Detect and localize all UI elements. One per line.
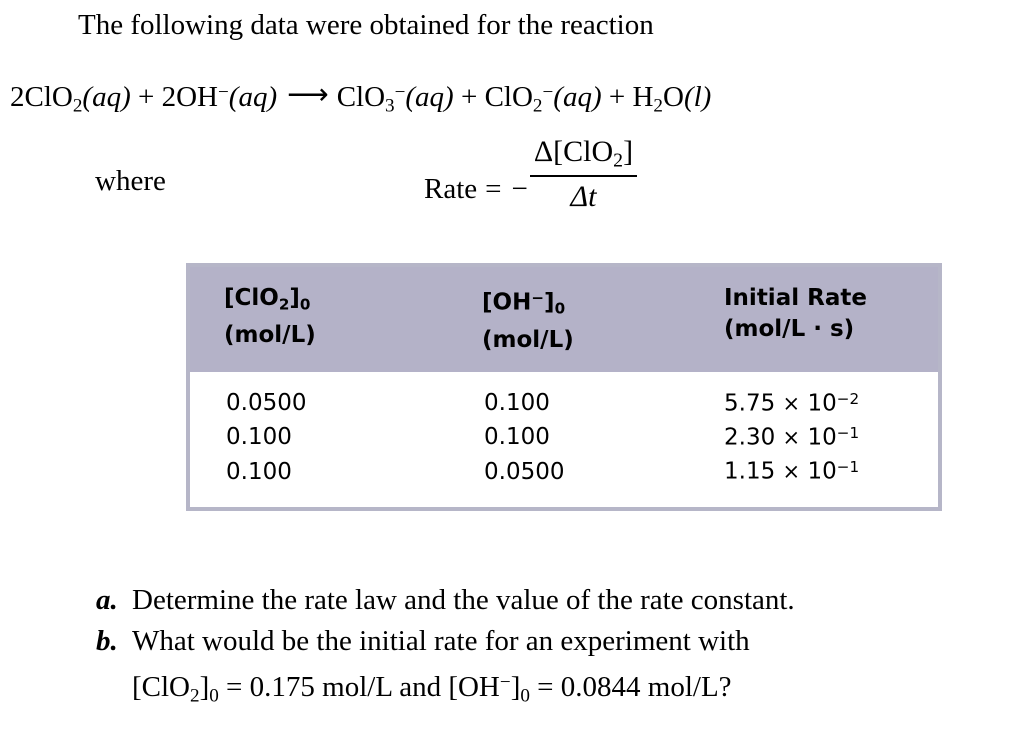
rate-mantissa: 1.15 bbox=[724, 458, 776, 485]
reaction-arrow-icon: ⟶ bbox=[287, 79, 327, 112]
product3-state: (l) bbox=[683, 81, 712, 114]
header-initial-rate-title: Initial Rate bbox=[724, 285, 867, 311]
question-b-text bbox=[132, 621, 795, 716]
cell-oh: 0.0500 bbox=[484, 458, 565, 485]
qb-clo2-value: = 0.175 mol/L and [OH bbox=[218, 671, 500, 704]
fraction-denominator bbox=[530, 177, 637, 214]
reactant1-coefficient: 2 bbox=[10, 81, 25, 114]
rate-exponent: −2 bbox=[836, 389, 860, 408]
rate-base: 10 bbox=[807, 424, 837, 451]
rate-mantissa: 5.75 bbox=[724, 390, 776, 416]
reactant2-formula: OH bbox=[176, 81, 218, 114]
rate-exponent: −1 bbox=[836, 458, 860, 477]
product3-formula: H bbox=[632, 81, 654, 114]
header-oh-charge: − bbox=[531, 289, 545, 307]
question-b-line2 bbox=[132, 662, 795, 716]
table-body bbox=[190, 372, 938, 507]
qb-clo2-bracket: ] bbox=[199, 671, 210, 704]
plus-sign-1: + bbox=[137, 81, 155, 114]
product1-charge: − bbox=[394, 82, 406, 103]
qb-oh-value: = 0.0844 mol/L? bbox=[529, 671, 732, 704]
product2-subscript: 2 bbox=[532, 95, 543, 117]
header-clo2-subscript: 2 bbox=[278, 295, 290, 314]
rate-base: 10 bbox=[807, 458, 837, 485]
table-row bbox=[190, 420, 938, 454]
product1-state: (aq) bbox=[405, 81, 454, 114]
header-oh-formula: [OH bbox=[482, 289, 532, 316]
reactant2-coefficient: 2 bbox=[161, 81, 177, 114]
table-row bbox=[190, 454, 938, 506]
rate-base: 10 bbox=[807, 390, 837, 416]
qb-oh-initial: 0 bbox=[520, 685, 530, 707]
negative-sign: − bbox=[511, 172, 528, 205]
qb-oh-charge: − bbox=[499, 672, 511, 693]
rate-word: Rate bbox=[424, 172, 478, 205]
question-b bbox=[96, 621, 795, 716]
qb-clo2-initial: 0 bbox=[209, 685, 219, 707]
equals-sign: = bbox=[485, 172, 502, 205]
header-oh bbox=[448, 267, 688, 372]
cell-rate bbox=[688, 372, 938, 420]
cell-oh: 0.100 bbox=[484, 424, 550, 451]
multiplication-icon: × bbox=[782, 391, 801, 415]
header-initial-rate-unit: (mol/L · s) bbox=[724, 316, 855, 342]
multiplication-icon: × bbox=[782, 425, 801, 450]
numerator-bracket: ] bbox=[623, 135, 634, 168]
product3-subscript: 2 bbox=[653, 95, 663, 117]
product2-state: (aq) bbox=[553, 81, 602, 114]
reactant1-formula: ClO bbox=[24, 81, 73, 114]
header-clo2-unit: (mol/L) bbox=[224, 322, 316, 349]
rate-exponent: −1 bbox=[836, 424, 860, 442]
qb-clo2-subscript: 2 bbox=[190, 685, 200, 707]
reactant2-charge: − bbox=[217, 82, 229, 103]
reactant2-state: (aq) bbox=[228, 81, 278, 114]
plus-sign-3: + bbox=[608, 81, 626, 114]
product2-charge: − bbox=[542, 82, 554, 103]
denominator-delta-t: Δt bbox=[570, 179, 597, 213]
product1-formula: ClO bbox=[336, 81, 386, 114]
question-a bbox=[96, 580, 795, 621]
header-initial-rate bbox=[688, 267, 938, 372]
header-oh-bracket: ] bbox=[544, 289, 555, 316]
header-oh-unit: (mol/L) bbox=[482, 326, 574, 353]
header-clo2-formula: [ClO bbox=[224, 285, 279, 311]
cell-clo2: 0.100 bbox=[226, 424, 292, 451]
table-header bbox=[190, 267, 938, 372]
kinetics-data-table bbox=[190, 267, 938, 507]
numerator-subscript: 2 bbox=[613, 149, 624, 172]
cell-oh: 0.100 bbox=[484, 389, 550, 416]
header-clo2-bracket: ] bbox=[289, 285, 300, 311]
product1-subscript: 3 bbox=[385, 95, 395, 117]
plus-sign-2: + bbox=[460, 81, 478, 114]
multiplication-icon: × bbox=[782, 459, 801, 484]
product2-formula: ClO bbox=[484, 81, 533, 114]
cell-rate bbox=[688, 420, 938, 454]
numerator-delta: Δ[ClO bbox=[533, 135, 614, 168]
rate-fraction bbox=[530, 135, 637, 214]
qb-oh-bracket: ] bbox=[510, 671, 521, 704]
where-label: where bbox=[95, 165, 166, 197]
question-b-marker: b. bbox=[96, 625, 118, 657]
question-b-line1: What would be the initial rate for an experiment with bbox=[132, 625, 750, 657]
header-oh-initial: 0 bbox=[554, 299, 566, 318]
product3-element: O bbox=[662, 81, 684, 114]
cell-rate bbox=[688, 454, 938, 506]
question-a-text: Determine the rate law and the value of the rate constant. bbox=[132, 584, 795, 616]
reactant1-state: (aq) bbox=[82, 81, 131, 114]
reactant1-subscript: 2 bbox=[72, 95, 83, 117]
qb-clo2-formula: [ClO bbox=[132, 671, 190, 704]
fraction-numerator bbox=[530, 135, 637, 175]
header-clo2 bbox=[190, 267, 448, 372]
cell-clo2: 0.100 bbox=[226, 458, 292, 485]
rate-mantissa: 2.30 bbox=[724, 424, 776, 451]
intro-sentence: The following data were obtained for the reaction bbox=[78, 9, 654, 41]
header-clo2-initial: 0 bbox=[299, 295, 311, 314]
data-table-container bbox=[186, 263, 942, 511]
table-row bbox=[190, 372, 938, 420]
table-header-row bbox=[190, 267, 938, 372]
chemical-equation bbox=[10, 75, 711, 124]
question-a-marker: a. bbox=[96, 584, 118, 616]
question-list bbox=[96, 580, 795, 716]
rate-definition bbox=[424, 135, 637, 214]
cell-clo2: 0.0500 bbox=[226, 389, 307, 416]
